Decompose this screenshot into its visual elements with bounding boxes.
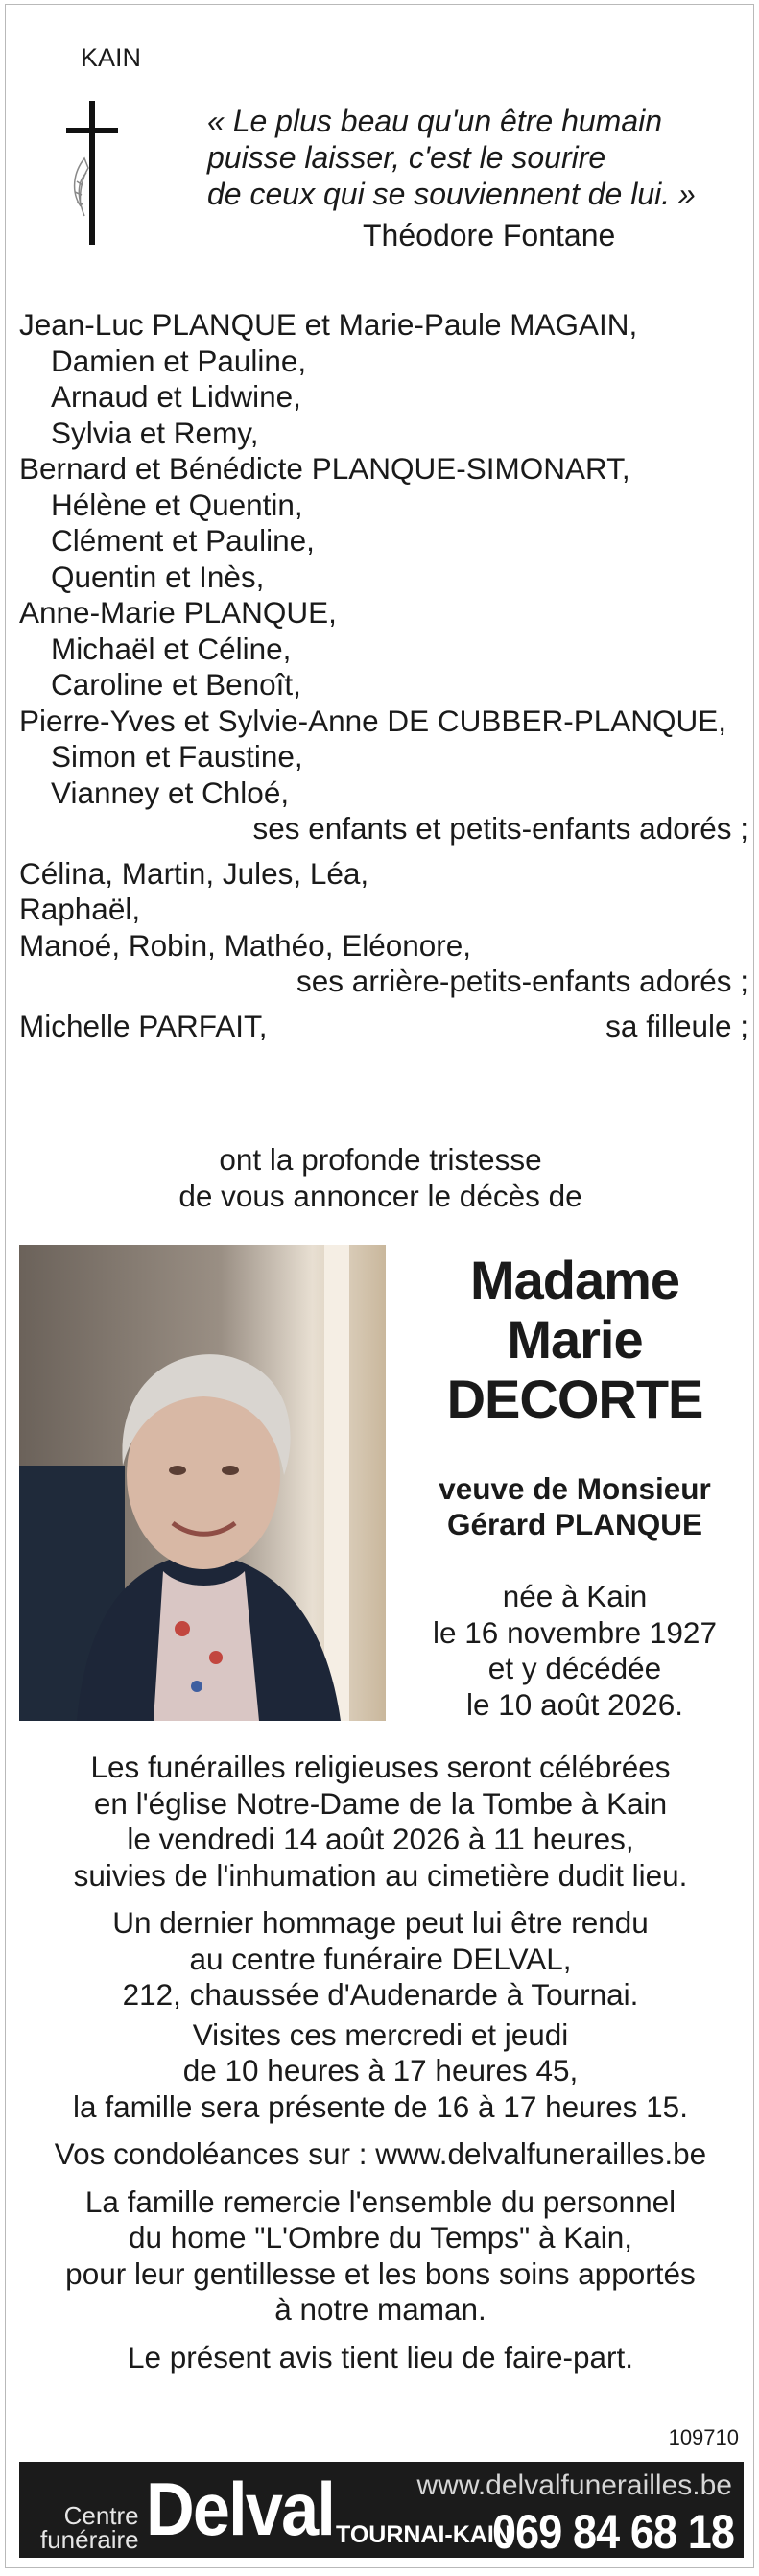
funeral-home-banner	[19, 2462, 744, 2558]
quote-line: « Le plus beau qu'un être humain	[207, 104, 663, 138]
visits-line: Visites ces mercredi et jeudi	[192, 2016, 569, 2052]
phone-number[interactable]: 069 84 68 18	[492, 2505, 734, 2559]
announcement-line: de vous annoncer le décès de	[178, 1178, 582, 1213]
goddaughter-name: Michelle PARFAIT,	[19, 1008, 268, 1043]
centre-line: funéraire	[40, 2525, 139, 2554]
goddaughter-label: sa filleule ;	[605, 1008, 748, 1043]
thanks-line: pour leur gentillesse et les bons soins apportés	[65, 2255, 696, 2291]
family-head: Jean-Luc PLANQUE et Marie-Paule MAGAIN,	[19, 307, 638, 342]
reference-number: 109710	[668, 2425, 739, 2449]
family-head: Anne-Marie PLANQUE,	[19, 595, 337, 630]
goddaughter-row	[19, 1009, 748, 1045]
family-member: Arnaud et Lidwine,	[51, 379, 301, 414]
deceased-name-line: DECORTE	[446, 1369, 703, 1429]
visits-line: de 10 heures à 17 heures 45,	[182, 2053, 579, 2087]
birth-line: le 10 août 2026.	[466, 1686, 683, 1722]
quote-line: puisse laisser, c'est le sourire	[207, 140, 606, 175]
family-member: Sylvia et Remy,	[51, 415, 259, 450]
quote-author: Théodore Fontane	[363, 218, 616, 252]
family-list	[19, 307, 748, 1044]
family-head: Bernard et Bénédicte PLANQUE-SIMONART,	[19, 451, 630, 486]
website-link[interactable]: www.delvalfunerailles.be	[416, 2469, 732, 2501]
thanks-line: à notre maman.	[274, 2292, 486, 2326]
birth-death-info	[394, 1579, 755, 1723]
centre-label	[40, 2501, 139, 2554]
family-head: Pierre-Yves et Sylvie-Anne DE CUBBER-PLANQUE,	[19, 703, 726, 738]
widow-line: veuve de Monsieur	[439, 1471, 711, 1506]
brand-logo: Delval	[146, 2467, 335, 2551]
tribute-line: Un dernier hommage peut lui être rendu	[112, 1905, 649, 1940]
family-member: Quentin et Inès,	[51, 559, 265, 594]
tribute-line: 212, chaussée d'Audenarde à Tournai.	[122, 1977, 639, 2012]
announcement	[6, 1142, 755, 1214]
visits-line: la famille sera présente de 16 à 17 heures 15.	[73, 2088, 688, 2124]
announcement-line: ont la profonde tristesse	[219, 1142, 542, 1177]
cross-icon	[63, 101, 121, 245]
family-member: Caroline et Benoît,	[51, 667, 301, 702]
great-grandchildren-line: Manoé, Robin, Mathéo, Eléonore,	[19, 927, 472, 963]
widow-of	[394, 1471, 755, 1542]
family-member: Damien et Pauline,	[51, 343, 307, 378]
funeral-line: en l'église Notre-Dame de la Tombe à Kain	[93, 1785, 668, 1821]
great-grandchildren-line: Raphaël,	[19, 892, 141, 926]
town-label: KAIN	[81, 43, 142, 72]
deceased-name	[394, 1251, 755, 1429]
family-member: Hélène et Quentin,	[51, 487, 303, 522]
tribute-line: au centre funéraire DELVAL,	[189, 1941, 572, 1976]
quote	[207, 103, 696, 212]
deceased-name-line: Madame	[469, 1250, 680, 1310]
children-label: ses enfants et petits-enfants adorés ;	[252, 811, 748, 846]
family-member: Michaël et Céline,	[51, 631, 292, 666]
funeral-line: Les funérailles religieuses seront célébrées	[90, 1750, 671, 1784]
quote-line: de ceux qui se souviennent de lui. »	[207, 177, 696, 211]
notice-line: Le présent avis tient lieu de faire-part.	[127, 2339, 634, 2374]
obituary-notice	[5, 4, 754, 2568]
centre-line: Centre	[63, 2501, 139, 2530]
widow-line: Gérard PLANQUE	[446, 1507, 703, 1541]
great-grandchildren-line: Célina, Martin, Jules, Léa,	[19, 855, 369, 891]
birth-line: le 16 novembre 1927	[433, 1614, 717, 1650]
deceased-name-line: Marie	[507, 1309, 643, 1370]
funeral-line: suivies de l'inhumation au cimetière dudit lieu.	[73, 1857, 688, 1893]
family-member: Clément et Pauline,	[51, 523, 315, 558]
ceremony-details	[6, 1750, 755, 2375]
condolences-line: Vos condoléances sur : www.delvalfunerailles.be	[54, 2136, 707, 2171]
great-grandchildren-label: ses arrière-petits-enfants adorés ;	[296, 964, 748, 998]
portrait-photo	[19, 1245, 386, 1721]
family-member: Simon et Faustine,	[51, 739, 303, 774]
thanks-line: La famille remercie l'ensemble du personnel	[84, 2183, 676, 2219]
family-member: Vianney et Chloé,	[51, 775, 290, 810]
birth-line: et y décédée	[487, 1651, 662, 1685]
funeral-line: le vendredi 14 août 2026 à 11 heures,	[127, 1822, 634, 1856]
cities-label: TOURNAI-KAIN	[336, 2521, 511, 2548]
birth-line: née à Kain	[502, 1579, 648, 1613]
thanks-line: du home "L'Ombre du Temps" à Kain,	[128, 2220, 633, 2254]
